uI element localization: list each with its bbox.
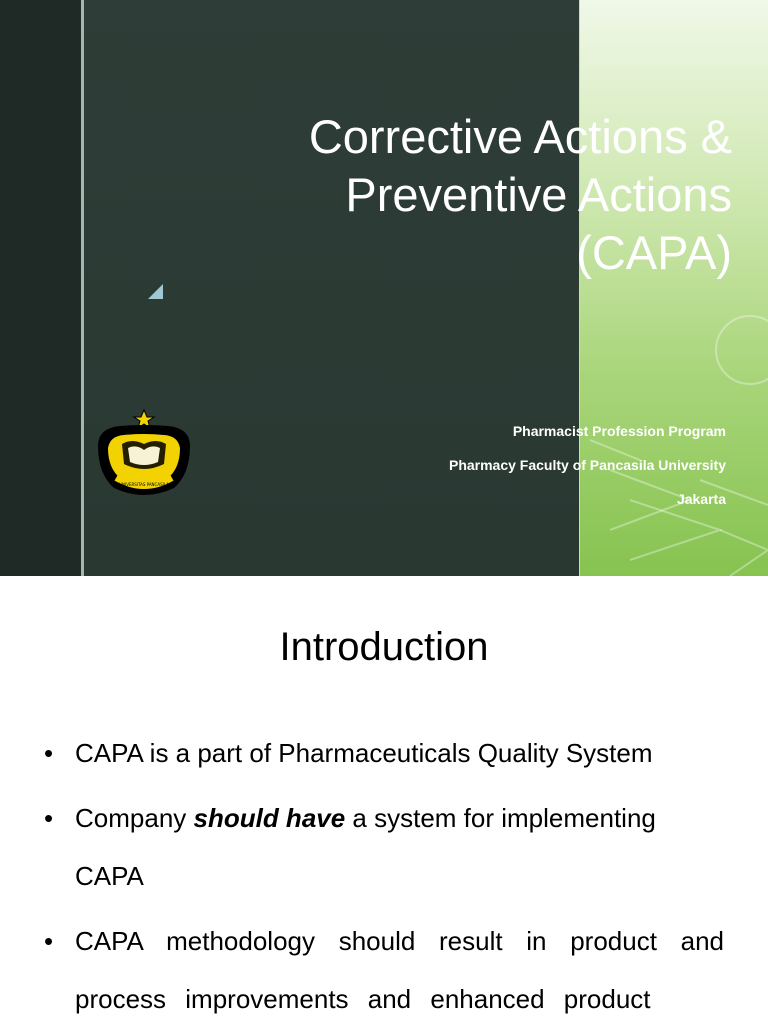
slide-heading: Introduction [279, 625, 489, 669]
list-item [44, 912, 724, 1024]
bullet-emphasis: should have [193, 803, 346, 833]
bullet-icon: • [44, 926, 54, 956]
list-item [44, 789, 724, 905]
title-line-2: Preventive Actions [345, 168, 732, 221]
bullet-text-before: Company [75, 803, 194, 833]
list-item [44, 724, 724, 782]
logo-text: UNIVERSITAS PANCASILA [119, 482, 169, 487]
slide-subtitle [306, 414, 726, 516]
bullet-text: CAPA is a part of Pharmaceuticals Quality System [75, 738, 653, 768]
university-crest-icon [90, 404, 198, 504]
bullet-icon: • [44, 803, 54, 833]
subtitle-city: Jakarta [676, 491, 726, 507]
title-line-1: Corrective Actions & [308, 110, 732, 163]
corner-triangle-icon [148, 284, 163, 299]
slide-title [212, 108, 732, 282]
bullet-text-after: a system for implementing CAPA [75, 803, 656, 891]
subtitle-faculty: Pharmacy Faculty of Pancasila University [448, 457, 726, 473]
left-sidebar-band [0, 0, 81, 576]
bullet-list [44, 724, 724, 1024]
bullet-text: CAPA methodology should result in product and process improvements and enhanced product [75, 926, 724, 1014]
introduction-slide [0, 576, 768, 1024]
subtitle-program: Pharmacist Profession Program [512, 423, 726, 439]
bullet-icon: • [44, 738, 54, 768]
title-line-3: (CAPA) [576, 226, 732, 279]
